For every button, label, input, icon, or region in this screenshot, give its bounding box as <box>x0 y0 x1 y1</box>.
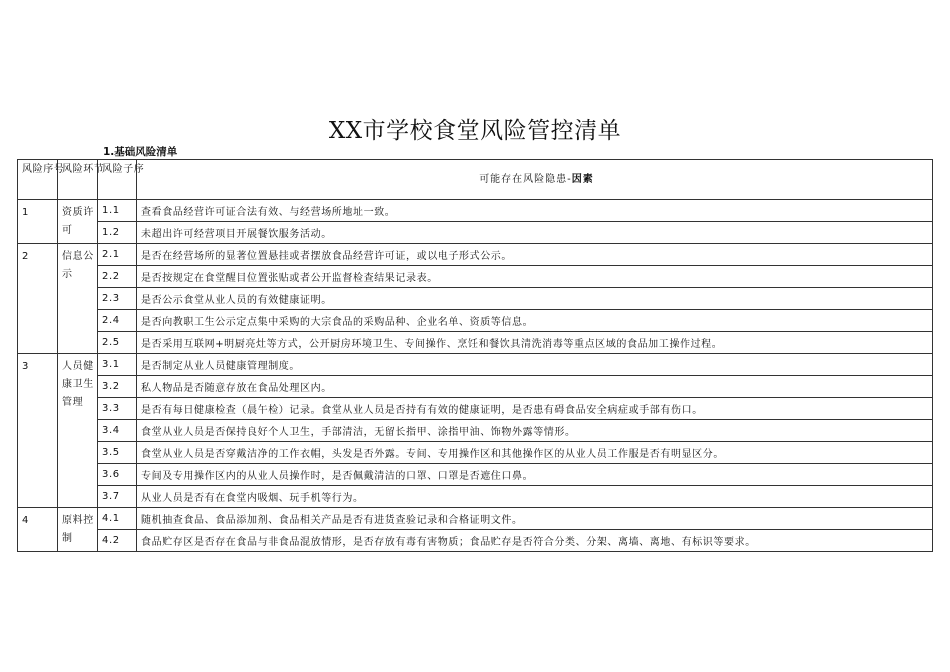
table-row <box>18 222 933 244</box>
item-sub-no: 1.1 <box>98 200 137 222</box>
header-risk-link: 风险环节 <box>58 160 98 200</box>
item-sub-no: 2.4 <box>98 310 137 332</box>
item-text: 是否采用互联网+明厨亮灶等方式，公开厨房环境卫生、专间操作、烹饪和餐饮具清洗消毒等重点区域的食品加工操作过程。 <box>137 332 933 354</box>
table-row <box>18 530 933 552</box>
item-text: 查看食品经营许可证合法有效、与经营场所地址一致。 <box>137 200 933 222</box>
item-text: 是否制定从业人员健康管理制度。 <box>137 354 933 376</box>
group-link: 原料控制 <box>58 508 98 552</box>
table-row <box>18 464 933 486</box>
item-text: 食堂从业人员是否保持良好个人卫生，手部清洁，无留长指甲、涂指甲油、饰物外露等情形。 <box>137 420 933 442</box>
item-text: 是否公示食堂从业人员的有效健康证明。 <box>137 288 933 310</box>
group-no: 3 <box>18 354 58 508</box>
item-text: 专间及专用操作区内的从业人员操作时，是否佩戴清洁的口罩、口罩是否遮住口鼻。 <box>137 464 933 486</box>
item-sub-no: 3.6 <box>98 464 137 486</box>
table-row <box>18 332 933 354</box>
header-description-strong: 因素 <box>571 174 594 185</box>
table-row <box>18 244 933 266</box>
item-sub-no: 4.2 <box>98 530 137 552</box>
table-row <box>18 508 933 530</box>
table-row <box>18 200 933 222</box>
item-sub-no: 1.2 <box>98 222 137 244</box>
table-row <box>18 288 933 310</box>
item-text: 是否向教职工生公示定点集中采购的大宗食品的采购品种、企业名单、资质等信息。 <box>137 310 933 332</box>
group-no: 4 <box>18 508 58 552</box>
item-text: 食堂从业人员是否穿戴洁净的工作衣帽，头发是否外露。专间、专用操作区和其他操作区的从业人员工作服是否有明显区分。 <box>137 442 933 464</box>
table-row <box>18 310 933 332</box>
group-no: 1 <box>18 200 58 244</box>
header-risk-sub-no: 风险子序 <box>98 160 137 200</box>
table-row <box>18 266 933 288</box>
item-sub-no: 2.1 <box>98 244 137 266</box>
group-link: 资质许可 <box>58 200 98 244</box>
risk-table <box>17 159 933 552</box>
group-link: 人员健康卫生管理 <box>58 354 98 508</box>
table-row <box>18 486 933 508</box>
header-description-text: 可能存在风险隐患- <box>479 174 572 185</box>
document-title: XX市学校食堂风险管控清单 <box>328 118 622 144</box>
table-body <box>18 200 933 552</box>
header-description <box>137 160 933 200</box>
item-text: 是否按规定在食堂醒目位置张贴或者公开监督检查结果记录表。 <box>137 266 933 288</box>
table-row <box>18 420 933 442</box>
table-row <box>18 354 933 376</box>
item-sub-no: 3.4 <box>98 420 137 442</box>
table-row <box>18 398 933 420</box>
item-sub-no: 2.3 <box>98 288 137 310</box>
item-sub-no: 3.1 <box>98 354 137 376</box>
item-sub-no: 3.5 <box>98 442 137 464</box>
item-text: 随机抽查食品、食品添加剂、食品相关产品是否有进货查验记录和合格证明文件。 <box>137 508 933 530</box>
item-sub-no: 3.7 <box>98 486 137 508</box>
table-row <box>18 376 933 398</box>
table-row <box>18 442 933 464</box>
item-sub-no: 3.2 <box>98 376 137 398</box>
item-text: 是否有每日健康检查（晨午检）记录。食堂从业人员是否持有有效的健康证明，是否患有碍食品安全病症或手部有伤口。 <box>137 398 933 420</box>
group-link: 信息公示 <box>58 244 98 354</box>
section-title: 1.基础风险清单 <box>103 146 178 158</box>
item-text: 未超出许可经营项目开展餐饮服务活动。 <box>137 222 933 244</box>
group-no: 2 <box>18 244 58 354</box>
item-text: 是否在经营场所的显著位置悬挂或者摆放食品经营许可证，或以电子形式公示。 <box>137 244 933 266</box>
item-text: 从业人员是否有在食堂内吸烟、玩手机等行为。 <box>137 486 933 508</box>
item-sub-no: 2.2 <box>98 266 137 288</box>
item-text: 私人物品是否随意存放在食品处理区内。 <box>137 376 933 398</box>
item-sub-no: 2.5 <box>98 332 137 354</box>
header-risk-no: 风险序号 <box>18 160 58 200</box>
item-sub-no: 4.1 <box>98 508 137 530</box>
item-text: 食品贮存区是否存在食品与非食品混放情形，是否存放有毒有害物质；食品贮存是否符合分类、分架、离墙、离地、有标识等要求。 <box>137 530 933 552</box>
item-sub-no: 3.3 <box>98 398 137 420</box>
table-header-row <box>18 160 933 200</box>
